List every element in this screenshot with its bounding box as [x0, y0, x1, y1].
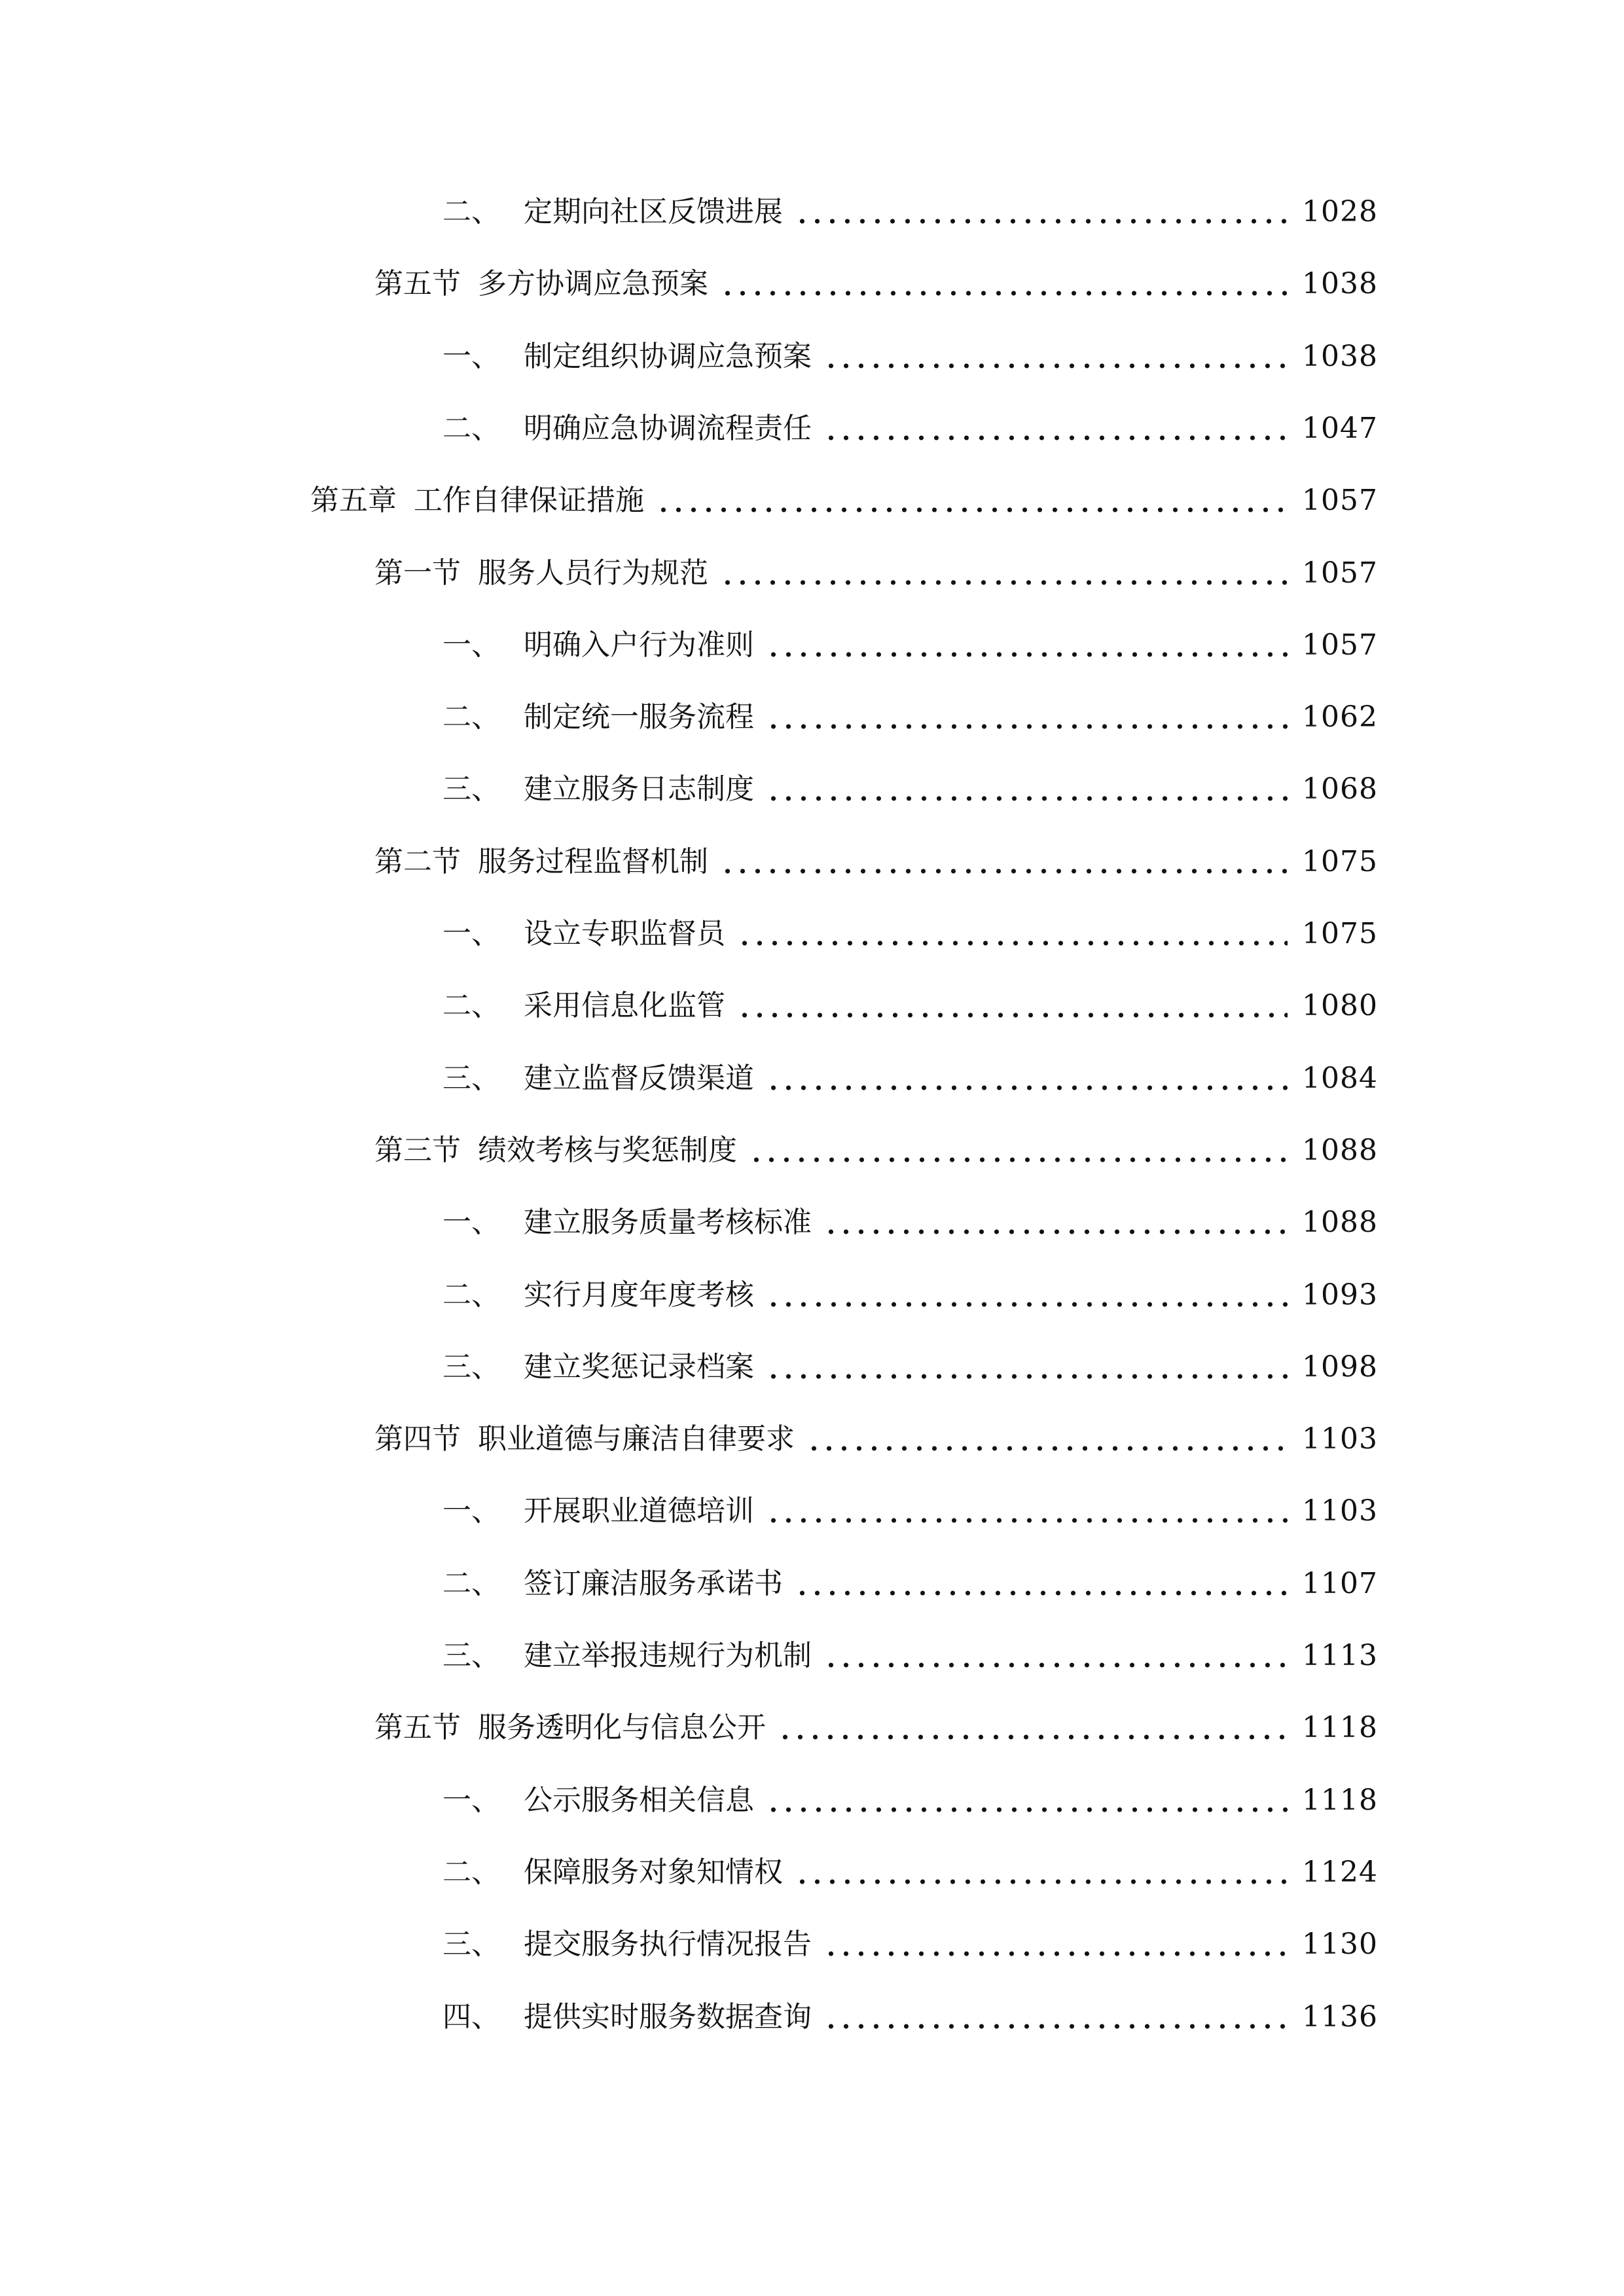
- toc-entry-number: 三、: [442, 772, 500, 806]
- dot-leader: [656, 507, 1288, 512]
- toc-entry-title: 明确入户行为准则: [524, 628, 754, 662]
- dot-leader: [823, 1951, 1288, 1956]
- dot-leader: [795, 219, 1288, 224]
- toc-subsection-entry[interactable]: [442, 403, 1378, 448]
- toc-entry-page-number: 1057: [1302, 484, 1378, 517]
- toc-entry-number: 三、: [442, 1350, 500, 1384]
- toc-subsection-entry[interactable]: [442, 1269, 1378, 1315]
- toc-entry-title: 服务透明化与信息公开: [478, 1711, 766, 1744]
- toc-subsection-entry[interactable]: [442, 763, 1378, 809]
- toc-entry-number: 三、: [442, 1928, 500, 1961]
- toc-entry-number: 二、: [442, 700, 500, 734]
- toc-entry-page-number: 1124: [1302, 1856, 1378, 1889]
- toc-entry-title: 设立专职监督员: [524, 917, 725, 950]
- toc-entry-number: 一、: [442, 1494, 500, 1528]
- toc-entry-number: 一、: [442, 340, 500, 373]
- dot-leader: [823, 1229, 1288, 1234]
- dot-leader: [766, 1085, 1288, 1090]
- toc-chapter-entry[interactable]: [310, 475, 1378, 520]
- toc-entry-page-number: 1103: [1302, 1422, 1378, 1456]
- toc-section-entry[interactable]: [374, 1702, 1378, 1748]
- toc-entry-page-number: 1098: [1302, 1350, 1378, 1384]
- toc-entry-title: 采用信息化监管: [524, 989, 725, 1022]
- dot-leader: [720, 869, 1288, 874]
- toc-entry-page-number: 1107: [1302, 1567, 1378, 1600]
- toc-section-entry[interactable]: [374, 1124, 1378, 1170]
- toc-section-entry[interactable]: [374, 1413, 1378, 1459]
- toc-entry-number: 一、: [442, 917, 500, 950]
- toc-entry-page-number: 1075: [1302, 845, 1378, 878]
- toc-entry-page-number: 1113: [1302, 1639, 1378, 1672]
- toc-subsection-entry[interactable]: [442, 1558, 1378, 1604]
- toc-entry-number: 二、: [442, 1567, 500, 1600]
- toc-entry-number: 三、: [442, 1639, 500, 1672]
- toc-entry-title: 绩效考核与奖惩制度: [478, 1134, 737, 1167]
- toc-subsection-entry[interactable]: [442, 1052, 1378, 1098]
- toc-subsection-entry[interactable]: [442, 691, 1378, 737]
- toc-entry-number: 三、: [442, 1062, 500, 1095]
- dot-leader: [823, 2024, 1288, 2029]
- toc-entry-page-number: 1047: [1302, 412, 1378, 445]
- toc-section-entry[interactable]: [374, 836, 1378, 882]
- toc-entry-number: 四、: [442, 2000, 500, 2034]
- dot-leader: [795, 1879, 1288, 1884]
- toc-entry-title: 开展职业道德培训: [524, 1494, 754, 1528]
- dot-leader: [766, 1302, 1288, 1307]
- toc-entry-title: 签订廉洁服务承诺书: [524, 1567, 783, 1600]
- toc-entry-number: 第五章: [310, 484, 397, 517]
- toc-entry-number: 第三节: [374, 1134, 461, 1167]
- dot-leader: [766, 1807, 1288, 1812]
- toc-entry-page-number: 1062: [1302, 700, 1378, 734]
- toc-entry-number: 第一节: [374, 556, 461, 590]
- toc-entry-page-number: 1088: [1302, 1206, 1378, 1239]
- toc-subsection-entry[interactable]: [442, 1774, 1378, 1820]
- toc-entry-page-number: 1118: [1302, 1784, 1378, 1817]
- toc-entry-title: 服务人员行为规范: [478, 556, 708, 590]
- toc-entry-page-number: 1038: [1302, 340, 1378, 373]
- dot-leader: [720, 291, 1288, 296]
- toc-entry-title: 建立服务质量考核标准: [524, 1206, 812, 1239]
- dot-leader: [823, 363, 1288, 368]
- toc-entry-title: 提交服务执行情况报告: [524, 1928, 812, 1961]
- dot-leader: [720, 580, 1288, 585]
- toc-entry-page-number: 1136: [1302, 2000, 1378, 2034]
- toc-entry-page-number: 1057: [1302, 556, 1378, 590]
- dot-leader: [806, 1446, 1288, 1451]
- toc-entry-title: 建立监督反馈渠道: [524, 1062, 754, 1095]
- toc-entry-page-number: 1057: [1302, 628, 1378, 662]
- dot-leader: [766, 652, 1288, 657]
- toc-subsection-entry[interactable]: [442, 908, 1378, 954]
- toc-entry-number: 第五节: [374, 1711, 461, 1744]
- toc-subsection-entry[interactable]: [442, 1485, 1378, 1531]
- toc-entry-title: 保障服务对象知情权: [524, 1856, 783, 1889]
- dot-leader: [749, 1157, 1288, 1162]
- toc-entry-title: 制定组织协调应急预案: [524, 340, 812, 373]
- toc-entry-title: 提供实时服务数据查询: [524, 2000, 812, 2034]
- toc-subsection-entry[interactable]: [442, 1341, 1378, 1387]
- dot-leader: [766, 796, 1288, 801]
- toc-entry-page-number: 1038: [1302, 267, 1378, 300]
- toc-entry-number: 二、: [442, 412, 500, 445]
- toc-subsection-entry[interactable]: [442, 1846, 1378, 1892]
- toc-entry-title: 服务过程监督机制: [478, 845, 708, 878]
- toc-subsection-entry[interactable]: [442, 331, 1378, 376]
- toc-entry-title: 工作自律保证措施: [414, 484, 644, 517]
- toc-entry-number: 第五节: [374, 267, 461, 300]
- toc-subsection-entry[interactable]: [442, 619, 1378, 665]
- toc-subsection-entry[interactable]: [442, 1991, 1378, 2037]
- toc-section-entry[interactable]: [374, 258, 1378, 304]
- toc-entry-title: 实行月度年度考核: [524, 1278, 754, 1312]
- toc-entry-page-number: 1080: [1302, 989, 1378, 1022]
- toc-entry-number: 一、: [442, 1784, 500, 1817]
- toc-entry-page-number: 1075: [1302, 917, 1378, 950]
- dot-leader: [795, 1590, 1288, 1596]
- toc-entry-page-number: 1084: [1302, 1062, 1378, 1095]
- dot-leader: [766, 1374, 1288, 1379]
- dot-leader: [737, 941, 1288, 946]
- toc-entry-number: 一、: [442, 1206, 500, 1239]
- toc-subsection-entry[interactable]: [442, 1196, 1378, 1242]
- dot-leader: [766, 724, 1288, 729]
- toc-section-entry[interactable]: [374, 547, 1378, 593]
- toc-entry-page-number: 1130: [1302, 1928, 1378, 1961]
- toc-entry-title: 多方协调应急预案: [478, 267, 708, 300]
- dot-leader: [823, 435, 1288, 440]
- toc-entry-page-number: 1068: [1302, 772, 1378, 806]
- toc-entry-page-number: 1118: [1302, 1711, 1378, 1744]
- toc-entry-number: 第二节: [374, 845, 461, 878]
- toc-entry-number: 二、: [442, 195, 500, 228]
- toc-entry-page-number: 1088: [1302, 1134, 1378, 1167]
- toc-entry-title: 明确应急协调流程责任: [524, 412, 812, 445]
- toc-entry-page-number: 1103: [1302, 1494, 1378, 1528]
- toc-subsection-entry[interactable]: [442, 980, 1378, 1026]
- toc-entry-title: 定期向社区反馈进展: [524, 195, 783, 228]
- toc-entry-title: 公示服务相关信息: [524, 1784, 754, 1817]
- dot-leader: [823, 1662, 1288, 1668]
- dot-leader: [737, 1013, 1288, 1018]
- toc-entry-number: 二、: [442, 989, 500, 1022]
- toc-subsection-entry[interactable]: [442, 1918, 1378, 1964]
- dot-leader: [778, 1734, 1288, 1740]
- toc-entry-page-number: 1093: [1302, 1278, 1378, 1312]
- toc-entry-number: 一、: [442, 628, 500, 662]
- dot-leader: [766, 1518, 1288, 1523]
- toc-entry-title: 建立服务日志制度: [524, 772, 754, 806]
- toc-entry-number: 二、: [442, 1856, 500, 1889]
- toc-entry-title: 建立奖惩记录档案: [524, 1350, 754, 1384]
- toc-subsection-entry[interactable]: [442, 1630, 1378, 1676]
- toc-entry-page-number: 1028: [1302, 195, 1378, 228]
- toc-entry-title: 制定统一服务流程: [524, 700, 754, 734]
- toc-subsection-entry[interactable]: [442, 186, 1378, 232]
- toc-entry-number: 第四节: [374, 1422, 461, 1456]
- toc-entry-number: 二、: [442, 1278, 500, 1312]
- toc-entry-title: 建立举报违规行为机制: [524, 1639, 812, 1672]
- toc-entry-title: 职业道德与廉洁自律要求: [478, 1422, 795, 1456]
